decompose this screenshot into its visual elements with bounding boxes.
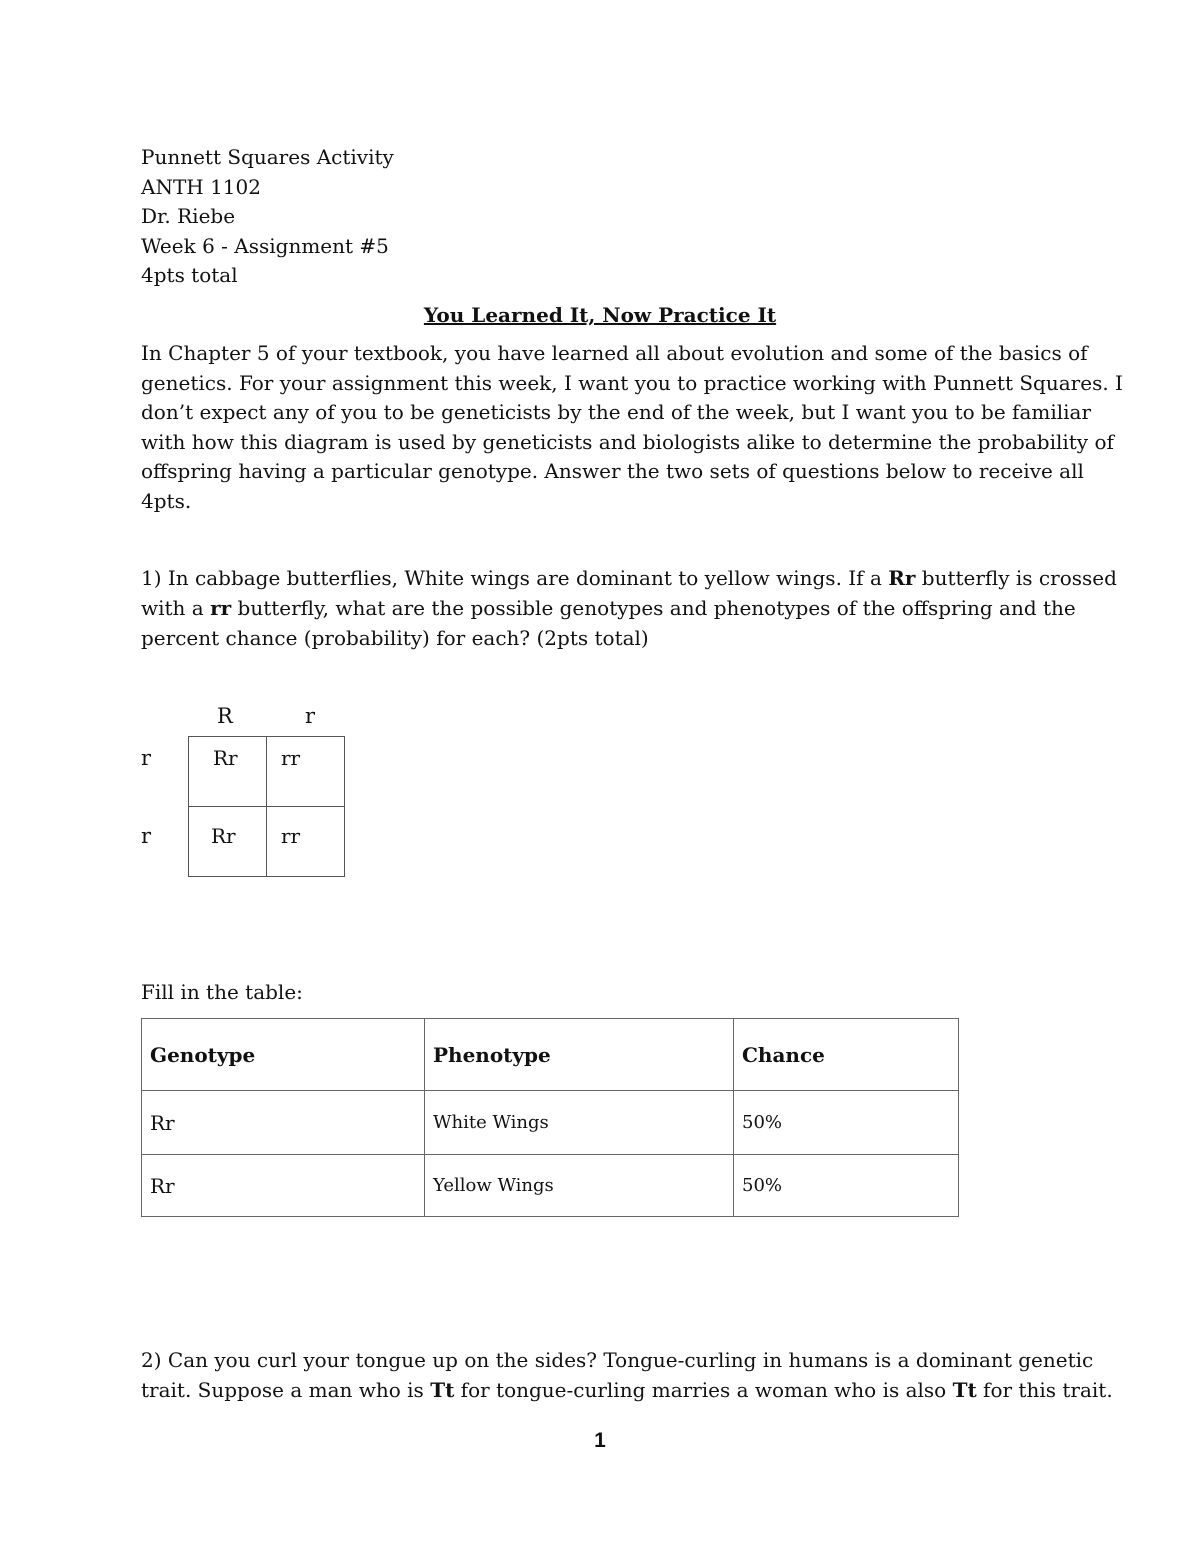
table-row — [142, 1091, 959, 1155]
column-header-genotype: Genotype — [142, 1019, 425, 1091]
header-week: Week 6 - Assignment #5 — [141, 233, 389, 258]
punnett-divider — [189, 806, 344, 807]
table-header-row — [142, 1019, 959, 1091]
header-points: 4pts total — [141, 263, 238, 287]
intro-paragraph — [141, 339, 1123, 517]
genotype-rr-bold: Rr — [888, 566, 916, 590]
question-2-text: for tongue-curling marries a woman who is also — [454, 1377, 953, 1402]
cell-chance: 50% — [734, 1091, 959, 1155]
punnett-row-label: r — [141, 746, 152, 770]
question-1-line-2 — [141, 594, 1117, 624]
cell-phenotype: Yellow Wings — [425, 1155, 734, 1217]
section-heading: You Learned It, Now Practice It — [423, 303, 777, 327]
intro-line: 4pts. — [141, 488, 192, 513]
header-title: Punnett Squares Activity — [141, 145, 394, 169]
question-1-line-1 — [141, 564, 1117, 594]
intro-line: In Chapter 5 of your textbook, you have learned all about evolution and some of the basics of — [141, 341, 1088, 365]
question-2-line-2 — [141, 1376, 1113, 1406]
punnett-square — [188, 736, 345, 877]
genotype-rr-bold: rr — [210, 595, 232, 620]
question-1 — [141, 564, 1117, 653]
intro-line: don’t expect any of you to be geneticists by the end of the week, but I want you to be familiar — [141, 400, 1092, 425]
intro-line: genetics. For your assignment this week, I want you to practice working with Punnett Squares. I — [141, 370, 1123, 395]
genotype-tt-bold: Tt — [952, 1377, 977, 1402]
punnett-cell: Rr — [213, 746, 238, 770]
column-header-phenotype: Phenotype — [425, 1019, 734, 1091]
punnett-cell: rr — [281, 746, 301, 770]
page-number: 1 — [594, 1429, 606, 1452]
cell-chance: 50% — [734, 1155, 959, 1217]
fill-table-label: Fill in the table: — [141, 980, 303, 1004]
question-1-text: butterfly, what are the possible genotypes and phenotypes of the offspring and the — [231, 595, 1076, 620]
header-instructor: Dr. Riebe — [141, 204, 236, 228]
question-2-line-1: 2) Can you curl your tongue up on the sides? Tongue-curling in humans is a dominant genetic — [141, 1348, 1094, 1372]
cell-genotype: Rr — [142, 1155, 425, 1217]
question-2-text: for this trait. — [976, 1377, 1113, 1402]
genotype-table — [141, 1018, 959, 1217]
cell-genotype: Rr — [142, 1091, 425, 1155]
punnett-cell: Rr — [211, 824, 236, 848]
intro-line: offspring having a particular genotype. Answer the two sets of questions below to receive all — [141, 459, 1084, 484]
header-course: ANTH 1102 — [141, 174, 261, 199]
question-1-text: butterfly is crossed — [915, 566, 1117, 590]
genotype-tt-bold: Tt — [430, 1377, 455, 1402]
column-header-chance: Chance — [734, 1019, 959, 1091]
intro-line: with how this diagram is used by geneticists and biologists alike to determine the probability of — [141, 429, 1114, 454]
assignment-header — [141, 143, 394, 291]
question-1-text: 1) In cabbage butterflies, White wings are dominant to yellow wings. If a — [141, 566, 889, 590]
punnett-col-label: r — [305, 704, 316, 728]
punnett-col-label: R — [217, 704, 233, 728]
table-row — [142, 1155, 959, 1217]
punnett-row-label: r — [141, 824, 152, 848]
question-1-text: with a — [141, 595, 211, 620]
cell-phenotype: White Wings — [425, 1091, 734, 1155]
question-1-line-3: percent chance (probability) for each? (2pts total) — [141, 625, 649, 650]
punnett-cell: rr — [281, 824, 301, 848]
question-2 — [141, 1346, 1113, 1406]
question-2-text: trait. Suppose a man who is — [141, 1377, 431, 1402]
